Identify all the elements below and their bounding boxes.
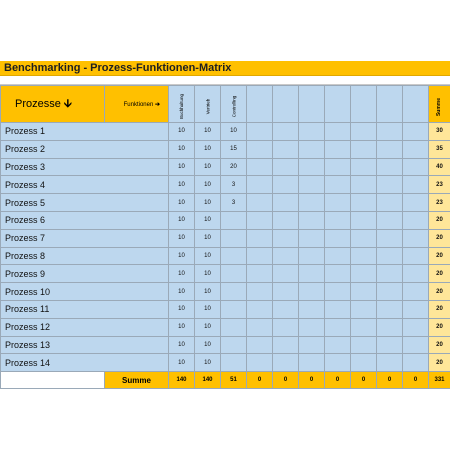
- matrix-cell[interactable]: 10: [195, 140, 221, 158]
- matrix-cell[interactable]: [377, 123, 403, 141]
- row-sum-cell[interactable]: 20: [429, 318, 450, 336]
- matrix-cell[interactable]: 20: [221, 158, 247, 176]
- matrix-cell[interactable]: [403, 336, 429, 354]
- matrix-cell[interactable]: 3: [221, 194, 247, 212]
- matrix-cell[interactable]: 10: [169, 176, 195, 194]
- matrix-cell[interactable]: 10: [195, 229, 221, 247]
- matrix-cell[interactable]: [377, 283, 403, 301]
- matrix-cell[interactable]: [403, 265, 429, 283]
- matrix-cell[interactable]: [403, 229, 429, 247]
- matrix-cell[interactable]: [299, 336, 325, 354]
- process-name-cell[interactable]: Prozess 8: [1, 247, 169, 265]
- matrix-cell[interactable]: [299, 354, 325, 372]
- matrix-cell[interactable]: [273, 318, 299, 336]
- matrix-cell[interactable]: [247, 194, 273, 212]
- matrix-cell[interactable]: [221, 211, 247, 229]
- function-column-header[interactable]: [195, 86, 221, 123]
- table-row: [1, 354, 450, 372]
- row-sum-cell[interactable]: 20: [429, 300, 450, 318]
- matrix-cell[interactable]: [273, 300, 299, 318]
- function-column-label: Controlling: [230, 95, 236, 118]
- matrix-cell[interactable]: [247, 283, 273, 301]
- matrix-cell[interactable]: [325, 123, 351, 141]
- matrix-cell[interactable]: [403, 158, 429, 176]
- matrix-cell[interactable]: [403, 300, 429, 318]
- matrix-cell[interactable]: [273, 247, 299, 265]
- row-sum-cell[interactable]: 30: [429, 123, 450, 141]
- matrix-cell[interactable]: [299, 300, 325, 318]
- matrix-cell[interactable]: [247, 300, 273, 318]
- matrix-cell[interactable]: [247, 247, 273, 265]
- table-row: [1, 176, 450, 194]
- matrix-cell[interactable]: [273, 265, 299, 283]
- matrix-cell[interactable]: [325, 247, 351, 265]
- matrix-cell[interactable]: [299, 123, 325, 141]
- column-sum-cell[interactable]: 0: [247, 372, 273, 389]
- process-name-cell[interactable]: Prozess 7: [1, 229, 169, 247]
- matrix-cell[interactable]: [403, 211, 429, 229]
- footer-row: [1, 372, 450, 389]
- processes-header[interactable]: [1, 86, 105, 123]
- table-row: [1, 318, 450, 336]
- matrix-cell[interactable]: [351, 336, 377, 354]
- matrix-cell[interactable]: [273, 283, 299, 301]
- arrow-right-icon: ➔: [154, 101, 160, 108]
- matrix-cell[interactable]: [221, 265, 247, 283]
- column-sum-cell[interactable]: 0: [299, 372, 325, 389]
- matrix-cell[interactable]: 10: [195, 354, 221, 372]
- matrix-cell[interactable]: [299, 140, 325, 158]
- matrix-cell[interactable]: [299, 229, 325, 247]
- matrix-cell[interactable]: 10: [195, 318, 221, 336]
- matrix-cell[interactable]: 10: [195, 336, 221, 354]
- column-sum-cell[interactable]: 140: [169, 372, 195, 389]
- matrix-cell[interactable]: [351, 300, 377, 318]
- matrix-cell[interactable]: [325, 158, 351, 176]
- matrix-cell[interactable]: 10: [195, 300, 221, 318]
- matrix-cell[interactable]: [403, 354, 429, 372]
- matrix-cell[interactable]: [247, 140, 273, 158]
- matrix-cell[interactable]: [351, 265, 377, 283]
- table-row: [1, 123, 450, 141]
- matrix-cell[interactable]: [273, 354, 299, 372]
- matrix-cell[interactable]: [299, 247, 325, 265]
- row-sum-cell[interactable]: 20: [429, 283, 450, 301]
- matrix-cell[interactable]: 15: [221, 140, 247, 158]
- matrix-cell[interactable]: 10: [169, 247, 195, 265]
- function-column-header[interactable]: [247, 86, 273, 123]
- matrix-cell[interactable]: [377, 318, 403, 336]
- matrix-cell[interactable]: 10: [195, 247, 221, 265]
- matrix-cell[interactable]: 10: [195, 194, 221, 212]
- matrix-cell[interactable]: [351, 158, 377, 176]
- function-column-header[interactable]: [221, 86, 247, 123]
- matrix-cell[interactable]: [247, 336, 273, 354]
- function-column-label: Vertrieb: [204, 98, 210, 115]
- matrix-cell[interactable]: [273, 194, 299, 212]
- matrix-cell[interactable]: 10: [169, 194, 195, 212]
- matrix-cell[interactable]: [325, 265, 351, 283]
- row-sum-cell[interactable]: 35: [429, 140, 450, 158]
- table-row: [1, 229, 450, 247]
- row-sum-cell[interactable]: 20: [429, 336, 450, 354]
- functions-header[interactable]: [105, 86, 169, 123]
- sum-column-header[interactable]: [429, 86, 450, 123]
- matrix-cell[interactable]: 3: [221, 176, 247, 194]
- table-row: [1, 211, 450, 229]
- matrix-cell[interactable]: [299, 158, 325, 176]
- header-row: [1, 86, 450, 123]
- matrix-cell[interactable]: 10: [195, 123, 221, 141]
- matrix-cell[interactable]: [351, 318, 377, 336]
- matrix-cell[interactable]: 10: [169, 211, 195, 229]
- process-name-cell[interactable]: Prozess 13: [1, 336, 169, 354]
- process-name-cell[interactable]: Prozess 4: [1, 176, 169, 194]
- matrix-cell[interactable]: [247, 176, 273, 194]
- matrix-cell[interactable]: 10: [195, 283, 221, 301]
- row-sum-cell[interactable]: 40: [429, 158, 450, 176]
- matrix-cell[interactable]: [273, 140, 299, 158]
- matrix-cell[interactable]: 10: [195, 158, 221, 176]
- sum-column-label: Summe: [436, 97, 443, 117]
- matrix-cell[interactable]: [403, 140, 429, 158]
- matrix-cell[interactable]: [325, 140, 351, 158]
- table-row: [1, 194, 450, 212]
- process-name-cell[interactable]: Prozess 9: [1, 265, 169, 283]
- process-name-cell[interactable]: Prozess 11: [1, 300, 169, 318]
- matrix-cell[interactable]: [377, 300, 403, 318]
- function-column-header[interactable]: [169, 86, 195, 123]
- table-row: [1, 140, 450, 158]
- matrix-cell[interactable]: [377, 247, 403, 265]
- footer-blank-cell[interactable]: [1, 372, 105, 389]
- column-sum-cell[interactable]: 0: [351, 372, 377, 389]
- function-column-label: Buchhaltung: [179, 93, 185, 120]
- spreadsheet: [0, 61, 450, 389]
- matrix-cell[interactable]: [403, 283, 429, 301]
- matrix-cell[interactable]: [403, 194, 429, 212]
- matrix-cell[interactable]: [351, 211, 377, 229]
- column-sum-cell[interactable]: 0: [377, 372, 403, 389]
- matrix-cell[interactable]: [325, 318, 351, 336]
- matrix-cell[interactable]: [377, 140, 403, 158]
- table-row: [1, 265, 450, 283]
- matrix-cell[interactable]: 10: [169, 123, 195, 141]
- matrix-cell[interactable]: [299, 318, 325, 336]
- column-sum-cell[interactable]: 0: [403, 372, 429, 389]
- matrix-cell[interactable]: [247, 123, 273, 141]
- row-sum-cell[interactable]: 20: [429, 211, 450, 229]
- matrix-cell[interactable]: [325, 336, 351, 354]
- matrix-cell[interactable]: 10: [169, 318, 195, 336]
- matrix-cell[interactable]: [325, 354, 351, 372]
- matrix-cell[interactable]: [377, 176, 403, 194]
- matrix-cell[interactable]: [273, 336, 299, 354]
- matrix-cell[interactable]: [299, 211, 325, 229]
- row-sum-cell[interactable]: 20: [429, 354, 450, 372]
- function-column-header[interactable]: [377, 86, 403, 123]
- function-column-header[interactable]: [299, 86, 325, 123]
- matrix-cell[interactable]: 10: [169, 158, 195, 176]
- table-row: [1, 336, 450, 354]
- matrix-cell[interactable]: [325, 283, 351, 301]
- table-row: [1, 158, 450, 176]
- matrix-cell[interactable]: [325, 211, 351, 229]
- matrix-cell[interactable]: [299, 194, 325, 212]
- process-name-cell[interactable]: Prozess 10: [1, 283, 169, 301]
- matrix-cell[interactable]: [403, 318, 429, 336]
- process-name-cell[interactable]: Prozess 3: [1, 158, 169, 176]
- matrix-cell[interactable]: 10: [195, 211, 221, 229]
- matrix-cell[interactable]: 10: [169, 283, 195, 301]
- table-row: [1, 300, 450, 318]
- matrix-cell[interactable]: [221, 247, 247, 265]
- matrix-cell[interactable]: [325, 229, 351, 247]
- matrix-cell[interactable]: [351, 354, 377, 372]
- matrix-cell[interactable]: [299, 265, 325, 283]
- process-name-cell[interactable]: Prozess 5: [1, 194, 169, 212]
- matrix-cell[interactable]: [351, 140, 377, 158]
- matrix-cell[interactable]: [377, 229, 403, 247]
- matrix-cell[interactable]: [273, 176, 299, 194]
- matrix-cell[interactable]: [273, 158, 299, 176]
- table-row: [1, 247, 450, 265]
- matrix-cell[interactable]: 10: [169, 336, 195, 354]
- matrix-cell[interactable]: [247, 229, 273, 247]
- matrix-cell[interactable]: 10: [169, 354, 195, 372]
- matrix-cell[interactable]: [351, 123, 377, 141]
- arrow-down-icon: 🡫: [63, 97, 72, 110]
- matrix-cell[interactable]: [273, 211, 299, 229]
- matrix-cell[interactable]: [221, 229, 247, 247]
- process-name-cell[interactable]: Prozess 2: [1, 140, 169, 158]
- footer-sum-label[interactable]: Summe: [105, 372, 169, 389]
- matrix-cell[interactable]: 10: [169, 140, 195, 158]
- matrix-cell[interactable]: [377, 211, 403, 229]
- matrix-cell[interactable]: [377, 194, 403, 212]
- column-sum-cell[interactable]: 140: [195, 372, 221, 389]
- function-column-header[interactable]: [273, 86, 299, 123]
- column-sum-cell[interactable]: 51: [221, 372, 247, 389]
- matrix-cell[interactable]: 10: [169, 265, 195, 283]
- process-name-cell[interactable]: Prozess 6: [1, 211, 169, 229]
- matrix-cell[interactable]: [377, 158, 403, 176]
- matrix-cell[interactable]: [247, 158, 273, 176]
- matrix-cell[interactable]: [247, 211, 273, 229]
- matrix-cell[interactable]: [247, 354, 273, 372]
- process-function-matrix: [0, 85, 450, 389]
- matrix-cell[interactable]: 10: [221, 123, 247, 141]
- function-column-header[interactable]: [351, 86, 377, 123]
- function-column-header[interactable]: [325, 86, 351, 123]
- sheet-title: Benchmarking - Prozess-Funktionen-Matrix: [0, 61, 450, 76]
- matrix-cell[interactable]: [247, 265, 273, 283]
- matrix-cell[interactable]: [221, 283, 247, 301]
- process-rows: [1, 123, 450, 372]
- functions-label: Funktionen: [123, 101, 154, 108]
- matrix-cell[interactable]: 10: [195, 265, 221, 283]
- processes-label: Prozesse: [15, 97, 61, 110]
- row-sum-cell[interactable]: 20: [429, 265, 450, 283]
- matrix-cell[interactable]: [351, 247, 377, 265]
- matrix-cell[interactable]: [221, 336, 247, 354]
- matrix-cell[interactable]: [273, 229, 299, 247]
- matrix-cell[interactable]: [247, 318, 273, 336]
- matrix-cell[interactable]: 10: [195, 176, 221, 194]
- matrix-cell[interactable]: [351, 194, 377, 212]
- column-sum-cell[interactable]: 0: [325, 372, 351, 389]
- grand-total-cell[interactable]: 331: [429, 372, 450, 389]
- matrix-cell[interactable]: [377, 336, 403, 354]
- matrix-cell[interactable]: [221, 354, 247, 372]
- process-name-cell[interactable]: Prozess 1: [1, 123, 169, 141]
- matrix-cell[interactable]: [221, 300, 247, 318]
- row-sum-cell[interactable]: 23: [429, 176, 450, 194]
- matrix-cell[interactable]: [325, 176, 351, 194]
- title-spacer: [0, 76, 450, 85]
- process-name-cell[interactable]: Prozess 12: [1, 318, 169, 336]
- matrix-cell[interactable]: [299, 176, 325, 194]
- column-sum-cell[interactable]: 0: [273, 372, 299, 389]
- matrix-cell[interactable]: [351, 283, 377, 301]
- row-sum-cell[interactable]: 20: [429, 229, 450, 247]
- matrix-cell[interactable]: [403, 247, 429, 265]
- matrix-cell[interactable]: [325, 194, 351, 212]
- process-name-cell[interactable]: Prozess 14: [1, 354, 169, 372]
- matrix-cell[interactable]: [377, 354, 403, 372]
- row-sum-cell[interactable]: 20: [429, 247, 450, 265]
- matrix-cell[interactable]: 10: [169, 229, 195, 247]
- matrix-cell[interactable]: [351, 176, 377, 194]
- function-column-header[interactable]: [403, 86, 429, 123]
- matrix-cell[interactable]: [299, 283, 325, 301]
- table-row: [1, 283, 450, 301]
- matrix-cell[interactable]: [377, 265, 403, 283]
- matrix-cell[interactable]: [325, 300, 351, 318]
- matrix-cell[interactable]: [273, 123, 299, 141]
- row-sum-cell[interactable]: 23: [429, 194, 450, 212]
- matrix-cell[interactable]: 10: [169, 300, 195, 318]
- matrix-cell[interactable]: [351, 229, 377, 247]
- matrix-cell[interactable]: [221, 318, 247, 336]
- matrix-cell[interactable]: [403, 123, 429, 141]
- matrix-cell[interactable]: [403, 176, 429, 194]
